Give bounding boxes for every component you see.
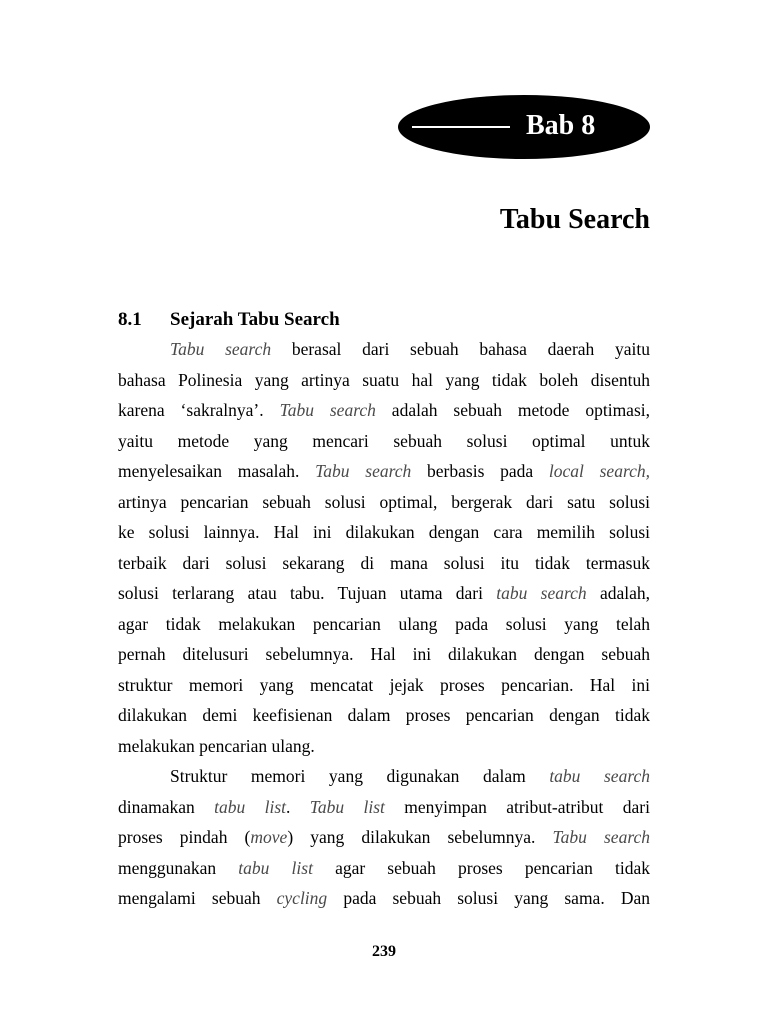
text-run: pernah ditelusuri sebelumnya. Hal ini dilakukan dengan sebuah xyxy=(118,644,650,664)
chapter-badge xyxy=(398,95,650,159)
paragraph-line xyxy=(118,700,650,731)
text-run: terbaik dari solusi sekarang di mana solusi itu tidak termasuk xyxy=(118,552,650,573)
text-run: struktur memori yang mencatat jejak proses pencarian. Hal ini xyxy=(118,674,650,695)
paragraph-line xyxy=(118,853,650,884)
text-run: Struktur memori yang digunakan dalam xyxy=(170,766,550,786)
text-run: menyelesaikan masalah. xyxy=(118,461,316,481)
text-run: artinya pencarian sebuah solusi optimal, bergerak dari satu solusi xyxy=(118,491,650,512)
paragraph-line xyxy=(118,731,650,762)
italic-term: move xyxy=(250,827,288,847)
paragraph-line xyxy=(118,761,650,792)
italic-term: Tabu search xyxy=(279,400,376,420)
paragraph-line xyxy=(118,883,650,914)
paragraph-line xyxy=(118,365,650,396)
paragraph-line xyxy=(118,395,650,426)
section-number: 8.1 xyxy=(118,309,142,330)
italic-term: Tabu search xyxy=(315,461,412,481)
chapter-rule-line xyxy=(412,126,510,128)
text-run: menyimpan atribut-atribut dari xyxy=(384,796,650,817)
text-run: melakukan pencarian ulang. xyxy=(118,735,315,756)
section-title: Sejarah Tabu Search xyxy=(170,309,340,330)
italic-term: local search, xyxy=(548,461,650,481)
paragraph-line xyxy=(118,426,650,457)
paragraph-line xyxy=(118,548,650,579)
italic-term: Tabu list xyxy=(309,796,385,817)
paragraph-line xyxy=(118,609,650,640)
text-run: karena ‘sakralnya’. xyxy=(118,400,280,420)
paragraph-line xyxy=(118,670,650,701)
text-run: ke solusi lainnya. Hal ini dilakukan dengan cara memilih solusi xyxy=(118,522,650,542)
chapter-title: Tabu Search xyxy=(499,204,650,235)
text-run: dilakukan demi keefisienan dalam proses pencarian dengan tidak xyxy=(118,705,650,725)
text-run: mengalami sebuah xyxy=(118,888,277,908)
text-run: solusi terlarang atau tabu. Tujuan utama dari xyxy=(118,583,497,603)
text-run: menggunakan xyxy=(118,857,239,878)
body-text xyxy=(118,334,650,914)
italic-term: tabu search xyxy=(549,766,650,786)
page-number: 239 xyxy=(372,943,396,960)
italic-term: cycling xyxy=(276,888,328,908)
text-run: berasal dari sebuah bahasa daerah yaitu xyxy=(271,339,650,359)
italic-term: tabu search xyxy=(496,583,587,603)
section-heading xyxy=(118,306,340,334)
text-run: . xyxy=(286,796,310,817)
paragraph-line xyxy=(118,639,650,670)
paragraph-line xyxy=(118,487,650,518)
text-run: proses pindah ( xyxy=(118,827,251,847)
italic-term: tabu list xyxy=(238,857,313,878)
paragraph-line xyxy=(118,517,650,548)
text-run: yaitu metode yang mencari sebuah solusi optimal untuk xyxy=(118,430,650,451)
italic-term: Tabu search xyxy=(552,827,650,847)
text-run: ) yang dilakukan sebelumnya. xyxy=(287,827,553,847)
paragraph-line xyxy=(118,456,650,487)
italic-term: Tabu search xyxy=(170,339,272,359)
text-run: pada sebuah solusi yang sama. Dan xyxy=(327,888,650,908)
text-run: adalah, xyxy=(586,583,650,603)
text-run: dinamakan xyxy=(118,796,215,817)
paragraph-line xyxy=(118,578,650,609)
chapter-label: Bab 8 xyxy=(526,110,596,141)
text-run: bahasa Polinesia yang artinya suatu hal yang tidak boleh disentuh xyxy=(118,369,650,390)
text-run: berbasis pada xyxy=(411,461,549,481)
paragraph-line xyxy=(118,334,650,365)
paragraph-line xyxy=(118,822,650,853)
italic-term: tabu list xyxy=(214,796,287,817)
text-run: agar tidak melakukan pencarian ulang pada solusi yang telah xyxy=(118,613,650,634)
text-run: agar sebuah proses pencarian tidak xyxy=(312,857,650,878)
paragraph-line xyxy=(118,792,650,823)
text-run: adalah sebuah metode optimasi, xyxy=(375,400,650,420)
